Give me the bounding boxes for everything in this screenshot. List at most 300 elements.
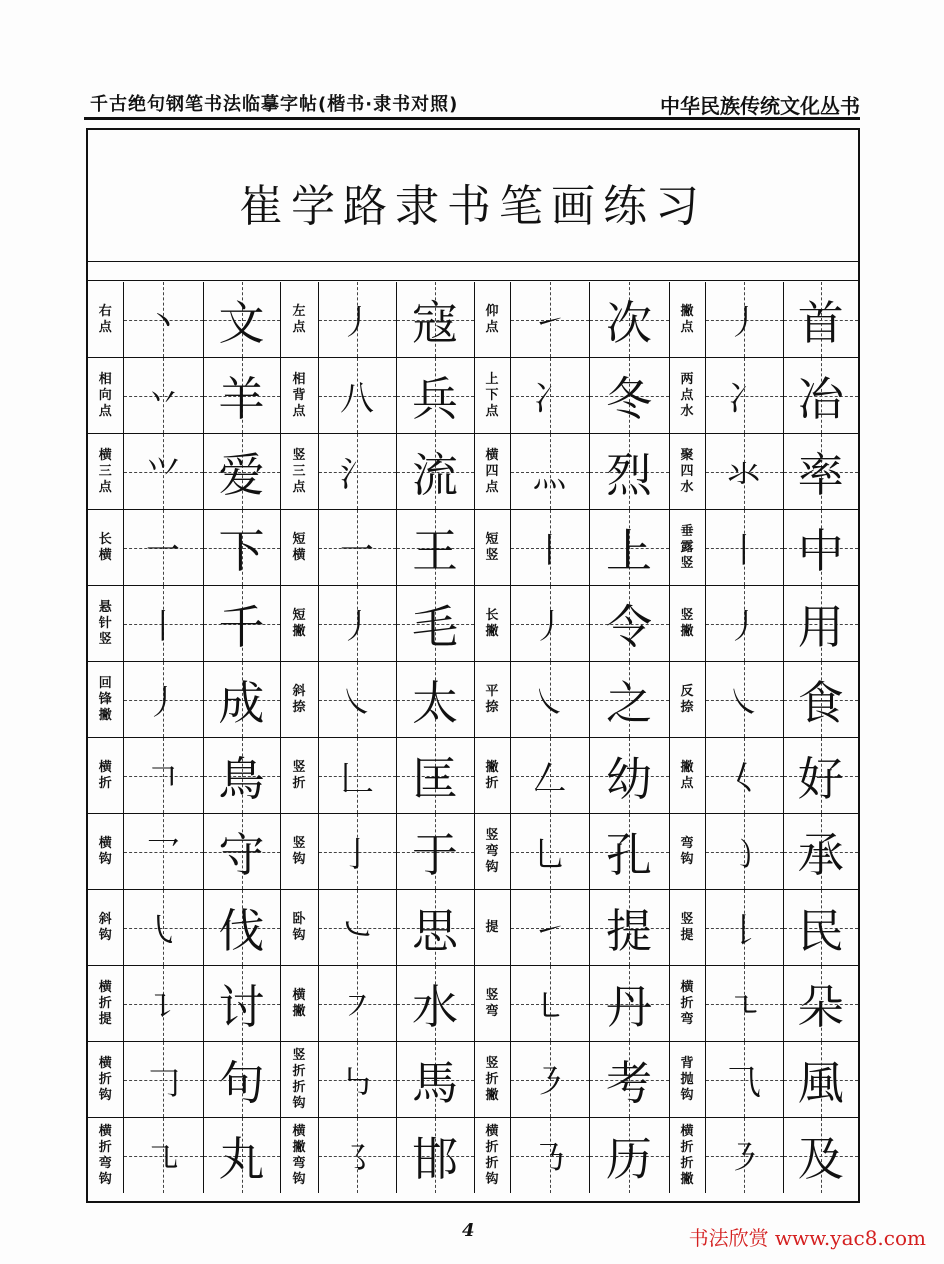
stroke-name-label: 横撇: [292, 987, 306, 1019]
table-row: [88, 510, 858, 586]
stroke-name-label-cell: [474, 738, 510, 814]
stroke-sample-cell: [123, 890, 203, 966]
stroke-sample-cell: [123, 434, 203, 510]
example-character: 千: [218, 599, 265, 654]
stroke-sample: ㇡: [532, 1139, 567, 1179]
stroke-sample: 𡿨: [727, 759, 761, 799]
example-character: 流: [412, 447, 458, 502]
stroke-name-label-cell: [669, 282, 705, 358]
stroke-name-label: 左点: [292, 303, 306, 335]
practice-frame: [86, 128, 860, 1203]
stroke-name-label: 弯钩: [680, 835, 694, 867]
example-character-cell: [203, 434, 280, 510]
stroke-name-label: 斜钩: [98, 911, 112, 943]
stroke-name-label-cell: [280, 662, 318, 738]
example-character: 鳥: [218, 751, 265, 806]
stroke-sample-cell: [123, 738, 203, 814]
stroke-name-label: 反捺: [680, 683, 694, 715]
stroke-name-label: 短撇: [292, 607, 306, 639]
example-character: 太: [412, 675, 458, 730]
example-character-cell: [783, 282, 858, 358]
stroke-sample: 八: [340, 379, 374, 419]
example-character-cell: [783, 1118, 858, 1194]
table-row: [88, 738, 858, 814]
stroke-sample: 氵: [340, 455, 374, 495]
stroke-sample-cell: [123, 662, 203, 738]
example-character-cell: [589, 434, 669, 510]
example-character: 讨: [218, 979, 265, 1034]
watermark: 书法欣赏 www.yac8.com: [688, 1226, 926, 1250]
stroke-sample-cell: [705, 358, 783, 434]
stroke-sample-cell: [705, 814, 783, 890]
example-character: 及: [797, 1131, 844, 1186]
stroke-sample: 丨: [727, 531, 761, 571]
stroke-sample: ㇀: [532, 911, 567, 951]
example-character-cell: [589, 662, 669, 738]
example-character: 历: [606, 1131, 652, 1186]
stroke-name-label-cell: [280, 1118, 318, 1194]
example-character: 句: [218, 1055, 265, 1110]
stroke-sample: 亅: [340, 835, 374, 875]
stroke-sample-cell: [705, 510, 783, 586]
example-character-cell: [203, 966, 280, 1042]
stroke-name-label: 右点: [98, 303, 112, 335]
example-character-cell: [396, 586, 474, 662]
example-character: 上: [606, 523, 652, 578]
example-character: 風: [797, 1055, 844, 1110]
stroke-sample: 乛: [146, 835, 180, 875]
stroke-sample: ㇄: [532, 987, 567, 1027]
stroke-sample-cell: [705, 662, 783, 738]
example-character: 幼: [606, 751, 652, 806]
stroke-sample: 𠃌: [146, 1063, 180, 1103]
stroke-name-label: 横钩: [98, 835, 112, 867]
example-character: 水: [412, 979, 458, 1034]
stroke-sample: ㇏: [532, 683, 567, 723]
example-character: 考: [606, 1055, 652, 1110]
stroke-name-label-cell: [669, 966, 705, 1042]
example-character: 王: [412, 523, 458, 578]
example-character-cell: [783, 586, 858, 662]
stroke-sample-cell: [318, 738, 396, 814]
stroke-name-label-cell: [474, 282, 510, 358]
stroke-name-label: 横折折钩: [485, 1123, 499, 1187]
stroke-sample-cell: [510, 1118, 589, 1194]
example-character-cell: [396, 358, 474, 434]
example-character-cell: [396, 510, 474, 586]
stroke-name-label-cell: [669, 1042, 705, 1118]
example-character-cell: [783, 966, 858, 1042]
example-character-cell: [396, 890, 474, 966]
stroke-name-label-cell: [280, 586, 318, 662]
stroke-sample-cell: [123, 510, 203, 586]
example-character-cell: [589, 358, 669, 434]
stroke-sample-cell: [510, 966, 589, 1042]
example-character-cell: [589, 1042, 669, 1118]
stroke-name-label-cell: [669, 738, 705, 814]
example-character-cell: [783, 358, 858, 434]
stroke-sample: 冫: [727, 379, 761, 419]
stroke-name-label: 短横: [292, 531, 306, 563]
stroke-sample: ㇏: [727, 683, 761, 723]
example-character: 率: [797, 447, 844, 502]
stroke-name-label: 上下点: [485, 371, 499, 419]
stroke-name-label: 横折弯钩: [98, 1123, 112, 1187]
table-row: [88, 586, 858, 662]
example-character-cell: [589, 510, 669, 586]
stroke-sample: ㇊: [146, 987, 180, 1027]
example-character-cell: [203, 586, 280, 662]
stroke-name-label-cell: [474, 1042, 510, 1118]
example-character-cell: [783, 1042, 858, 1118]
stroke-name-label: 横折钩: [98, 1055, 112, 1103]
stroke-name-label-cell: [474, 510, 510, 586]
stroke-name-label-cell: [280, 814, 318, 890]
stroke-sample: 𠃍: [146, 759, 180, 799]
stroke-name-label-cell: [474, 586, 510, 662]
title-band-divider: [88, 261, 858, 281]
book-series-title: 千古绝句钢笔书法临摹字帖(楷书·隶书对照): [90, 94, 459, 115]
stroke-sample-cell: [123, 586, 203, 662]
example-character-cell: [589, 1118, 669, 1194]
example-character-cell: [203, 1042, 280, 1118]
example-character: 冬: [606, 371, 652, 426]
header-divider: [84, 117, 860, 120]
example-character-cell: [589, 966, 669, 1042]
example-character-cell: [783, 510, 858, 586]
stroke-name-label-cell: [669, 814, 705, 890]
stroke-name-label-cell: [474, 890, 510, 966]
stroke-sample: ㇏: [340, 683, 374, 723]
stroke-sample: ㇂: [146, 911, 180, 951]
stroke-sample-cell: [510, 1042, 589, 1118]
example-character-cell: [589, 586, 669, 662]
stroke-sample: 丿: [340, 607, 374, 647]
example-character-cell: [203, 662, 280, 738]
stroke-name-label: 横折弯: [680, 979, 694, 1027]
example-character: 毛: [412, 599, 458, 654]
example-character: 之: [606, 675, 652, 730]
stroke-name-label-cell: [280, 1042, 318, 1118]
stroke-sample: ㇁: [727, 835, 761, 875]
stroke-name-label: 竖折撇: [485, 1055, 499, 1103]
example-character-cell: [783, 662, 858, 738]
stroke-name-label: 横撇弯钩: [292, 1123, 306, 1187]
stroke-sample: 丿: [727, 303, 761, 343]
stroke-sample-cell: [318, 890, 396, 966]
stroke-sample: 丿: [532, 607, 567, 647]
stroke-name-label-cell: [280, 282, 318, 358]
example-character: 伐: [218, 903, 265, 958]
stroke-sample-cell: [510, 358, 589, 434]
stroke-name-label: 悬针竖: [98, 599, 112, 647]
example-character-cell: [203, 358, 280, 434]
stroke-sample: ㇀: [532, 303, 567, 343]
stroke-sample: 氺: [727, 455, 761, 495]
example-character-cell: [203, 738, 280, 814]
stroke-sample-cell: [510, 738, 589, 814]
example-character: 好: [797, 751, 844, 806]
stroke-sample: 丿: [146, 683, 180, 723]
example-character-cell: [203, 890, 280, 966]
table-row: [88, 814, 858, 890]
stroke-sample: 一: [340, 531, 374, 571]
table-row: [88, 890, 858, 966]
stroke-sample: ㇉: [340, 1063, 374, 1103]
example-character: 于: [412, 827, 458, 882]
example-character: 用: [797, 599, 844, 654]
stroke-sample: 一: [146, 531, 180, 571]
stroke-name-label: 长横: [98, 531, 112, 563]
stroke-name-label-cell: [669, 1118, 705, 1194]
stroke-name-label-cell: [280, 434, 318, 510]
stroke-sample: 冫: [532, 379, 567, 419]
example-character: 寇: [412, 295, 458, 350]
example-character-cell: [783, 814, 858, 890]
stroke-sample-cell: [318, 1118, 396, 1194]
stroke-sample-cell: [705, 890, 783, 966]
stroke-sample-cell: [123, 814, 203, 890]
stroke-sample-cell: [510, 662, 589, 738]
stroke-sample-cell: [318, 662, 396, 738]
stroke-name-label-cell: [88, 814, 123, 890]
example-character-cell: [783, 434, 858, 510]
example-character-cell: [589, 738, 669, 814]
stroke-sample: 丿: [340, 303, 374, 343]
stroke-name-label-cell: [474, 358, 510, 434]
stroke-name-label-cell: [474, 814, 510, 890]
stroke-sample-cell: [318, 434, 396, 510]
stroke-sample: ㇈: [146, 1139, 180, 1179]
example-character-cell: [203, 282, 280, 358]
stroke-sample: 丿: [727, 607, 761, 647]
stroke-name-label: 横四点: [485, 447, 499, 495]
stroke-name-label-cell: [669, 890, 705, 966]
example-character-cell: [396, 662, 474, 738]
example-character-cell: [396, 434, 474, 510]
stroke-sample-cell: [510, 434, 589, 510]
example-character: 承: [797, 827, 844, 882]
table-row: [88, 282, 858, 358]
example-character: 成: [218, 675, 265, 730]
example-character-cell: [396, 966, 474, 1042]
stroke-name-label: 卧钩: [292, 911, 306, 943]
example-character: 匡: [412, 751, 458, 806]
stroke-name-label: 短竖: [485, 531, 499, 563]
stroke-name-label-cell: [280, 510, 318, 586]
stroke-name-label: 长撇: [485, 607, 499, 639]
stroke-name-label-cell: [88, 282, 123, 358]
table-row: [88, 1042, 858, 1118]
stroke-name-label: 背抛钩: [680, 1055, 694, 1103]
stroke-name-label-cell: [88, 510, 123, 586]
stroke-name-label-cell: [669, 434, 705, 510]
stroke-name-label: 撇折: [485, 759, 499, 791]
stroke-name-label: 仰点: [485, 303, 499, 335]
example-character-cell: [203, 1118, 280, 1194]
example-character: 下: [218, 523, 265, 578]
example-character: 次: [606, 295, 652, 350]
stroke-sample-cell: [510, 586, 589, 662]
stroke-name-label: 垂露竖: [680, 523, 694, 571]
example-character: 爱: [218, 447, 265, 502]
stroke-name-label-cell: [474, 434, 510, 510]
stroke-sample-cell: [318, 586, 396, 662]
stroke-name-label: 竖折折钩: [292, 1047, 306, 1111]
stroke-sample-cell: [705, 738, 783, 814]
page-title: 崔学路隶书笔画练习: [239, 181, 707, 232]
stroke-sample: ㇃: [340, 911, 374, 951]
example-character: 思: [412, 903, 458, 958]
stroke-name-label-cell: [474, 662, 510, 738]
table-row: [88, 434, 858, 510]
example-character-cell: [396, 282, 474, 358]
stroke-sample: 灬: [532, 455, 567, 495]
example-character: 羊: [218, 371, 265, 426]
example-character: 令: [606, 599, 652, 654]
example-character: 中: [797, 523, 844, 578]
example-character-cell: [203, 510, 280, 586]
stroke-sample-cell: [705, 966, 783, 1042]
stroke-name-label-cell: [669, 510, 705, 586]
example-character: 丹: [606, 979, 652, 1034]
stroke-sample-cell: [123, 1042, 203, 1118]
stroke-name-label-cell: [88, 738, 123, 814]
example-character-cell: [396, 814, 474, 890]
example-character-cell: [203, 814, 280, 890]
table-row: [88, 1118, 858, 1194]
stroke-sample-cell: [705, 1118, 783, 1194]
example-character: 冶: [797, 371, 844, 426]
table-row: [88, 662, 858, 738]
stroke-name-label-cell: [88, 1118, 123, 1194]
stroke-sample-cell: [318, 1042, 396, 1118]
stroke-sample: ㇋: [727, 1139, 761, 1179]
stroke-sample-cell: [123, 282, 203, 358]
example-character: 馬: [412, 1055, 458, 1110]
stroke-sample: 乚: [532, 835, 567, 875]
stroke-sample-cell: [510, 510, 589, 586]
stroke-name-label-cell: [669, 358, 705, 434]
example-character: 烈: [606, 447, 652, 502]
example-character: 孔: [606, 827, 652, 882]
stroke-sample-cell: [318, 814, 396, 890]
example-character: 兵: [412, 371, 458, 426]
table-row: [88, 358, 858, 434]
stroke-sample-cell: [318, 966, 396, 1042]
stroke-sample-cell: [705, 434, 783, 510]
stroke-sample: ㇇: [340, 987, 374, 1027]
stroke-name-label: 竖弯: [485, 987, 499, 1019]
stroke-sample-cell: [123, 358, 203, 434]
stroke-name-label: 竖钩: [292, 835, 306, 867]
stroke-name-label: 横三点: [98, 447, 112, 495]
stroke-name-label-cell: [474, 966, 510, 1042]
stroke-name-label-cell: [669, 662, 705, 738]
stroke-name-label-cell: [280, 738, 318, 814]
stroke-sample: 丷: [146, 379, 180, 419]
example-character: 提: [606, 903, 652, 958]
stroke-name-label-cell: [280, 966, 318, 1042]
stroke-sample: 𠃊: [340, 759, 374, 799]
stroke-name-label: 聚四水: [680, 447, 694, 495]
stroke-practice-table: [88, 282, 858, 1193]
stroke-name-label: 撇点: [680, 303, 694, 335]
stroke-sample-cell: [705, 586, 783, 662]
example-character-cell: [396, 1118, 474, 1194]
stroke-name-label: 撇点: [680, 759, 694, 791]
page-number: 4: [462, 1220, 475, 1241]
stroke-name-label-cell: [88, 1042, 123, 1118]
stroke-name-label-cell: [88, 434, 123, 510]
stroke-name-label: 竖三点: [292, 447, 306, 495]
stroke-name-label: 横折提: [98, 979, 112, 1027]
example-character: 丸: [218, 1131, 265, 1186]
stroke-sample: ㇍: [727, 987, 761, 1027]
stroke-sample: 丨: [146, 607, 180, 647]
stroke-name-label-cell: [88, 586, 123, 662]
stroke-name-label: 相背点: [292, 371, 306, 419]
stroke-sample: ㇋: [532, 1063, 567, 1103]
example-character-cell: [589, 814, 669, 890]
stroke-sample-cell: [318, 282, 396, 358]
stroke-name-label: 两点水: [680, 371, 694, 419]
stroke-name-label-cell: [280, 890, 318, 966]
stroke-name-label-cell: [474, 1118, 510, 1194]
stroke-name-label-cell: [280, 358, 318, 434]
table-row: [88, 966, 858, 1042]
stroke-name-label-cell: [88, 358, 123, 434]
stroke-sample-cell: [318, 510, 396, 586]
example-character: 首: [797, 295, 844, 350]
example-character-cell: [783, 738, 858, 814]
stroke-sample-cell: [510, 282, 589, 358]
example-character-cell: [589, 282, 669, 358]
stroke-name-label-cell: [88, 662, 123, 738]
example-character: 邯: [412, 1131, 458, 1186]
stroke-sample-cell: [123, 1118, 203, 1194]
collection-title: 中华民族传统文化丛书: [660, 94, 860, 118]
stroke-sample: 丶: [146, 303, 180, 343]
stroke-sample: 丨: [532, 531, 567, 571]
example-character: 守: [218, 827, 265, 882]
stroke-sample: 𠃋: [532, 759, 567, 799]
example-character: 文: [218, 295, 265, 350]
stroke-sample-cell: [123, 966, 203, 1042]
stroke-name-label: 回锋撇: [98, 675, 112, 723]
stroke-sample-cell: [705, 1042, 783, 1118]
stroke-sample: ⺍: [146, 455, 180, 495]
stroke-sample: ⺄: [727, 1063, 761, 1103]
stroke-name-label: 竖弯钩: [485, 827, 499, 875]
stroke-name-label: 竖撇: [680, 607, 694, 639]
stroke-sample-cell: [318, 358, 396, 434]
stroke-sample-cell: [705, 282, 783, 358]
stroke-sample-cell: [510, 890, 589, 966]
example-character-cell: [783, 890, 858, 966]
stroke-name-label: 横折: [98, 759, 112, 791]
example-character: 民: [797, 903, 844, 958]
stroke-name-label: 竖折: [292, 759, 306, 791]
stroke-name-label: 相向点: [98, 371, 112, 419]
stroke-sample: 𠄌: [727, 911, 761, 951]
stroke-name-label: 竖提: [680, 911, 694, 943]
stroke-name-label: 提: [485, 919, 499, 935]
stroke-name-label: 横折折撇: [680, 1123, 694, 1187]
example-character: 朵: [797, 979, 844, 1034]
example-character-cell: [396, 738, 474, 814]
stroke-sample: ㇌: [340, 1139, 374, 1179]
